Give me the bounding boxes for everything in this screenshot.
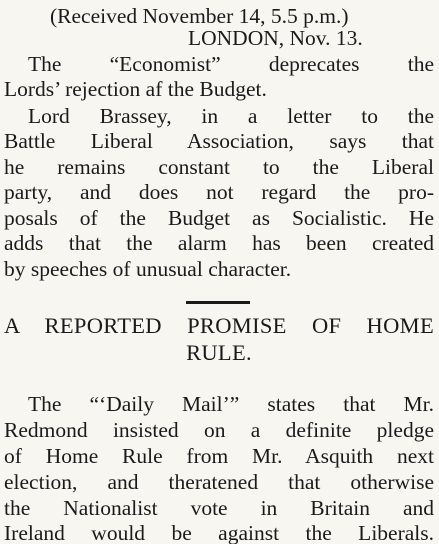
received-line: (Received November 14, 5.5 p.m.): [50, 4, 349, 28]
paragraph-3-line-3: of Home Rule from Mr. Asquith next: [4, 444, 434, 468]
dateline: LONDON, Nov. 13.: [188, 26, 363, 50]
paragraph-2-line-4: party, and does not regard the pro-: [4, 180, 434, 204]
paragraph-2-line-2: Battle Liberal Association, says that: [4, 129, 434, 153]
paragraph-2-line-7: by speeches of unusual character.: [4, 257, 292, 281]
paragraph-2-line-6: adds that the alarm has been created: [4, 231, 434, 255]
paragraph-1-line-2: Lords’ rejection af the Budget.: [4, 77, 267, 101]
paragraph-3-line-2: Redmond insisted on a definite pledge: [4, 418, 434, 442]
paragraph-3-line-4: election, and theratened that otherwise: [4, 470, 434, 494]
paragraph-1-line-1: The “Economist” deprecates the: [28, 52, 434, 76]
paragraph-2-line-1: Lord Brassey, in a letter to the: [28, 104, 434, 128]
paragraph-3-line-1: The “‘Daily Mail’” states that Mr.: [28, 392, 434, 416]
paragraph-2-line-5: posals of the Budget as Socialistic. He: [4, 206, 434, 230]
paragraph-3-line-5: the Nationalist vote in Britain and: [4, 496, 434, 520]
section-divider: [186, 301, 250, 304]
headline-line-1: A REPORTED PROMISE OF HOME: [4, 313, 434, 338]
paragraph-3-line-6: Ireland would be against the Liberals.: [4, 521, 434, 544]
headline-line-2: RULE.: [186, 340, 252, 365]
paragraph-2-line-3: he remains constant to the Liberal: [4, 155, 434, 179]
